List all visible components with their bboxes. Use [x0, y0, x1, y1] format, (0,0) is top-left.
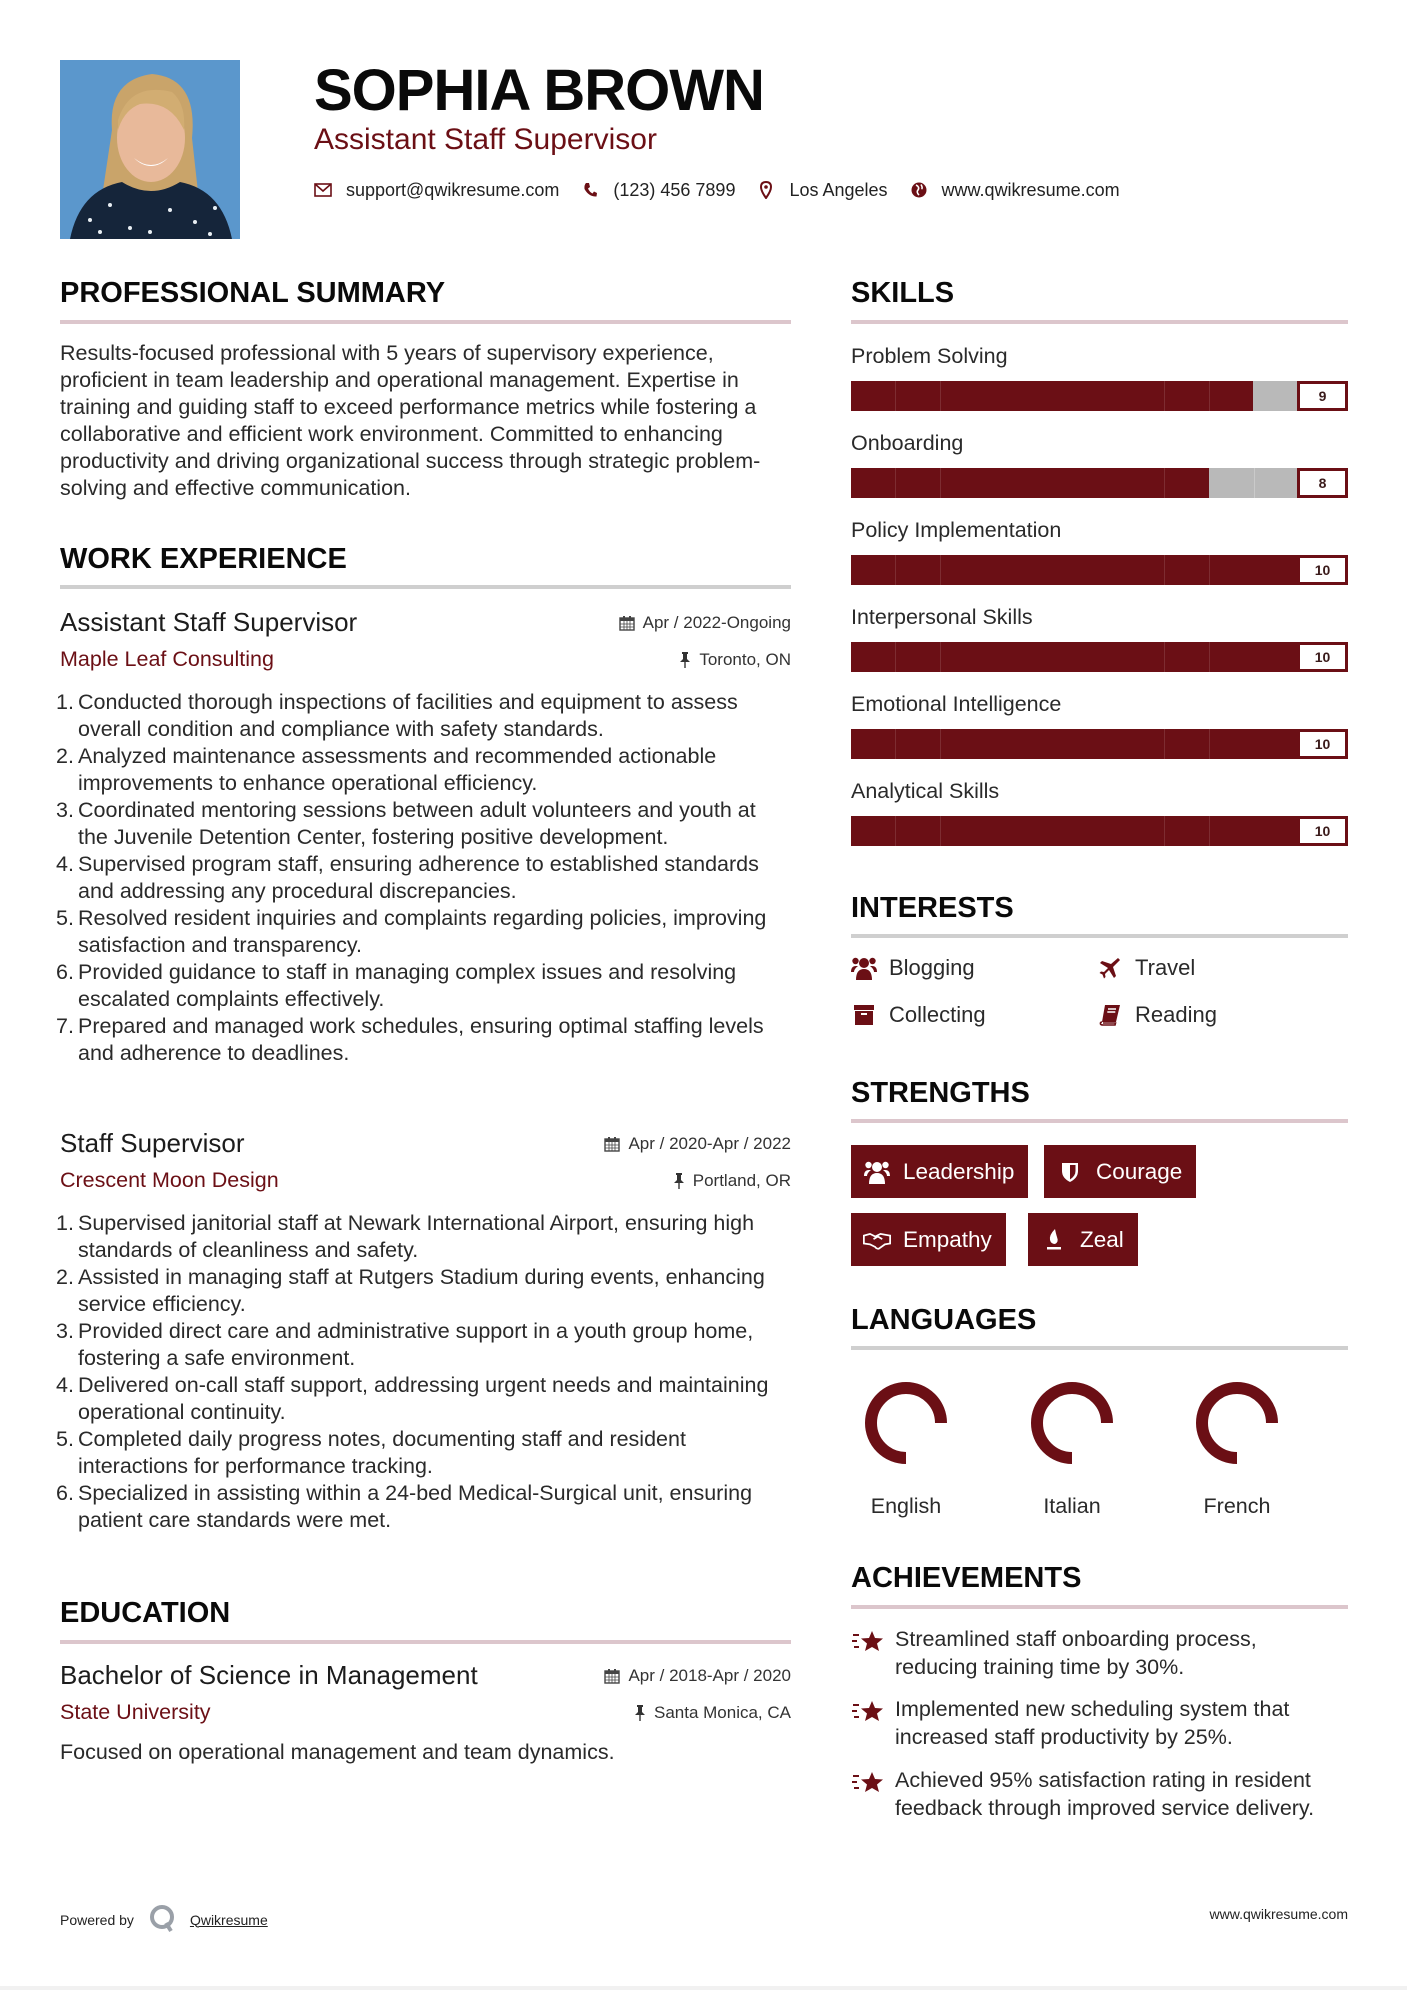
flame-icon	[1040, 1228, 1068, 1252]
interest-label: Reading	[1135, 1002, 1217, 1027]
skill-level-badge: 10	[1297, 729, 1348, 759]
powered-by-text: Powered by	[60, 1911, 134, 1928]
job-date-text: Apr / 2022-Ongoing	[642, 613, 791, 632]
candidate-title: Assistant Staff Supervisor	[314, 123, 657, 156]
degree-title: Bachelor of Science in Management	[60, 1660, 478, 1690]
globe-icon	[910, 181, 928, 199]
school-name: State University	[60, 1700, 211, 1724]
skills-divider	[851, 320, 1348, 324]
job-bullet: 3. Provided direct care and administrative support in a youth group home, fostering a safe environment.	[56, 1319, 754, 1370]
calendar-icon	[604, 1136, 620, 1152]
job-bullets	[56, 1210, 791, 1534]
contact-location-text: Los Angeles	[789, 179, 888, 200]
job-bullet: 5. Resolved resident inquiries and complaints regarding policies, improving satisfaction and transparency.	[56, 906, 767, 957]
job-bullet: 7. Prepared and managed work schedules, ensuring optimal staffing levels and adherence to deadlines.	[56, 1014, 764, 1065]
achievement-text: Implemented new scheduling system that increased staff productivity by 25%.	[895, 1697, 1290, 1749]
contact-phone[interactable]	[581, 180, 735, 201]
skill-bar	[851, 642, 1348, 672]
strength-label: Empathy	[903, 1226, 992, 1252]
users-icon	[851, 956, 877, 980]
strength-badge	[851, 1213, 1006, 1266]
qwikresume-logo-icon	[148, 1903, 178, 1936]
interest-label: Blogging	[889, 955, 975, 980]
pin-icon	[634, 1705, 646, 1721]
skill-level-badge: 8	[1297, 468, 1348, 498]
strength-badge	[1028, 1213, 1138, 1266]
skill-bar	[851, 729, 1348, 759]
language-item	[1017, 1375, 1127, 1519]
job-date-text: Apr / 2020-Apr / 2022	[628, 1134, 791, 1153]
languages-heading: LANGUAGES	[851, 1304, 1037, 1336]
shooting-star-icon	[851, 1770, 885, 1796]
contact-website-text: www.qwikresume.com	[941, 179, 1120, 200]
pin-icon	[679, 652, 691, 668]
interest-item	[1097, 1002, 1217, 1028]
skill-name: Policy Implementation	[851, 518, 1062, 542]
skill-level-badge: 10	[1297, 816, 1348, 846]
job-bullet: 1. Supervised janitorial staff at Newark International Airport, ensuring high standards of cleanliness and safety.	[56, 1211, 755, 1262]
achievement-text: Streamlined staff onboarding process, reducing training time by 30%.	[895, 1627, 1257, 1679]
book-icon	[1097, 1003, 1123, 1027]
language-name: English	[870, 1494, 942, 1518]
skill-name: Problem Solving	[851, 344, 1008, 368]
shield-icon	[1056, 1160, 1084, 1184]
language-ring-chart	[1024, 1375, 1120, 1471]
skill-item	[851, 430, 1348, 510]
contact-email[interactable]	[314, 180, 559, 201]
skill-name: Analytical Skills	[851, 779, 1000, 803]
footer-powered-by	[60, 1903, 268, 1936]
job-bullets	[56, 689, 791, 1067]
job-title: Assistant Staff Supervisor	[60, 607, 358, 637]
interest-item	[851, 955, 975, 981]
shooting-star-icon	[851, 1699, 885, 1725]
job-bullet: 3. Coordinated mentoring sessions between adult volunteers and youth at the Juvenile Detention Center, fostering positive development.	[56, 798, 756, 849]
skill-level-badge: 9	[1297, 381, 1348, 411]
contact-bar	[314, 176, 1142, 204]
skill-item	[851, 343, 1348, 423]
envelope-icon	[314, 181, 332, 199]
contact-phone-text: (123) 456 7899	[613, 179, 736, 200]
skill-name: Onboarding	[851, 431, 964, 455]
skills-heading: SKILLS	[851, 277, 955, 309]
strength-badge	[851, 1145, 1028, 1198]
strength-label: Courage	[1096, 1158, 1183, 1184]
plane-icon	[1097, 956, 1123, 980]
interest-item	[851, 1002, 986, 1028]
interests-heading: INTERESTS	[851, 892, 1014, 924]
interest-label: Travel	[1135, 955, 1196, 980]
job-location-text: Toronto, ON	[699, 650, 791, 669]
strengths-divider	[851, 1119, 1348, 1123]
language-name: Italian	[1043, 1494, 1101, 1518]
skill-item	[851, 604, 1348, 684]
job-location	[679, 650, 791, 670]
education-date-text: Apr / 2018-Apr / 2020	[628, 1666, 791, 1685]
job-bullet: 5. Completed daily progress notes, documenting staff and resident interactions for performance tracking.	[56, 1427, 686, 1478]
education-location	[634, 1703, 791, 1723]
contact-email-text: support@qwikresume.com	[346, 179, 560, 200]
qwikresume-link[interactable]: Qwikresume	[189, 1911, 268, 1928]
achievement-text: Achieved 95% satisfaction rating in resident feedback through improved service delivery.	[895, 1768, 1315, 1820]
handshake-icon	[863, 1228, 891, 1252]
achievements-heading: ACHIEVEMENTS	[851, 1562, 1082, 1594]
skill-level-badge: 10	[1297, 555, 1348, 585]
job-title: Staff Supervisor	[60, 1128, 245, 1158]
skill-bar	[851, 468, 1348, 498]
job-company: Crescent Moon Design	[60, 1168, 279, 1192]
page-bottom-edge	[0, 1986, 1407, 1990]
candidate-name: SOPHIA BROWN	[314, 58, 764, 123]
summary-text: Results-focused professional with 5 years of supervisory experience, proficient in team leadership and operational management. Expertise in training and guiding staff to exceed performance metrics while fostering a collaborative and efficient work environment. Committed to enhancing productivity and driving organizational success through strategic problem-solving and effective communication.	[60, 341, 761, 500]
job-company: Maple Leaf Consulting	[60, 647, 274, 671]
experience-heading: WORK EXPERIENCE	[60, 543, 347, 575]
education-description: Focused on operational management and team dynamics.	[60, 1740, 615, 1764]
skill-bar-empty	[1253, 381, 1299, 411]
map-marker-icon	[757, 181, 775, 199]
skill-bar	[851, 555, 1348, 585]
job-date	[619, 613, 791, 633]
job-location-text: Portland, OR	[692, 1171, 791, 1190]
skill-level-badge: 10	[1297, 642, 1348, 672]
interest-label: Collecting	[889, 1002, 986, 1027]
education-location-text: Santa Monica, CA	[653, 1703, 791, 1722]
language-ring-chart	[1189, 1375, 1285, 1471]
job-bullet: 6. Specialized in assisting within a 24-bed Medical-Surgical unit, ensuring patient care standards were met.	[56, 1481, 753, 1532]
job-bullet: 2. Analyzed maintenance assessments and recommended actionable improvements to enhance operational efficiency.	[56, 744, 717, 795]
summary-divider	[60, 320, 791, 324]
experience-divider	[60, 585, 791, 589]
job-date	[604, 1134, 791, 1154]
archive-box-icon	[851, 1003, 877, 1027]
strength-badge	[1044, 1145, 1196, 1198]
skill-item	[851, 691, 1348, 771]
phone-icon	[581, 181, 599, 199]
skill-name: Emotional Intelligence	[851, 692, 1062, 716]
users-icon	[863, 1160, 891, 1184]
job-bullet: 6. Provided guidance to staff in managing complex issues and resolving escalated complaints effectively.	[56, 960, 737, 1011]
language-item	[1182, 1375, 1292, 1519]
shooting-star-icon	[851, 1629, 885, 1655]
education-heading: EDUCATION	[60, 1597, 231, 1629]
contact-location	[757, 180, 887, 201]
job-location	[673, 1171, 791, 1191]
language-name: French	[1203, 1494, 1271, 1518]
interest-item	[1097, 955, 1195, 981]
interests-divider	[851, 934, 1348, 938]
footer-website[interactable]: www.qwikresume.com	[1209, 1906, 1348, 1922]
job-bullet: 4. Supervised program staff, ensuring adherence to established standards and addressing any procedural discrepancies.	[56, 852, 759, 903]
strengths-heading: STRENGTHS	[851, 1077, 1030, 1109]
skill-name: Interpersonal Skills	[851, 605, 1033, 629]
calendar-icon	[619, 615, 635, 631]
education-date	[604, 1666, 791, 1686]
skill-item	[851, 778, 1348, 858]
education-divider	[60, 1640, 791, 1644]
job-bullet: 4. Delivered on-call staff support, addressing urgent needs and maintaining operational continuity.	[56, 1373, 769, 1424]
calendar-icon	[604, 1668, 620, 1684]
strength-label: Zeal	[1080, 1226, 1124, 1252]
skill-bar	[851, 816, 1348, 846]
skill-item	[851, 517, 1348, 597]
contact-website[interactable]	[910, 180, 1120, 201]
job-bullet: 2. Assisted in managing staff at Rutgers Stadium during events, enhancing service efficiency.	[56, 1265, 765, 1316]
achievements-divider	[851, 1605, 1348, 1609]
languages-divider	[851, 1346, 1348, 1350]
job-bullet: 1. Conducted thorough inspections of facilities and equipment to assess overall condition and compliance with safety standards.	[56, 690, 738, 741]
summary-heading: PROFESSIONAL SUMMARY	[60, 277, 446, 309]
strength-label: Leadership	[903, 1158, 1015, 1184]
language-item	[851, 1375, 961, 1519]
language-ring-chart	[858, 1375, 954, 1471]
profile-photo	[60, 60, 240, 239]
pin-icon	[673, 1173, 685, 1189]
skill-bar	[851, 381, 1348, 411]
